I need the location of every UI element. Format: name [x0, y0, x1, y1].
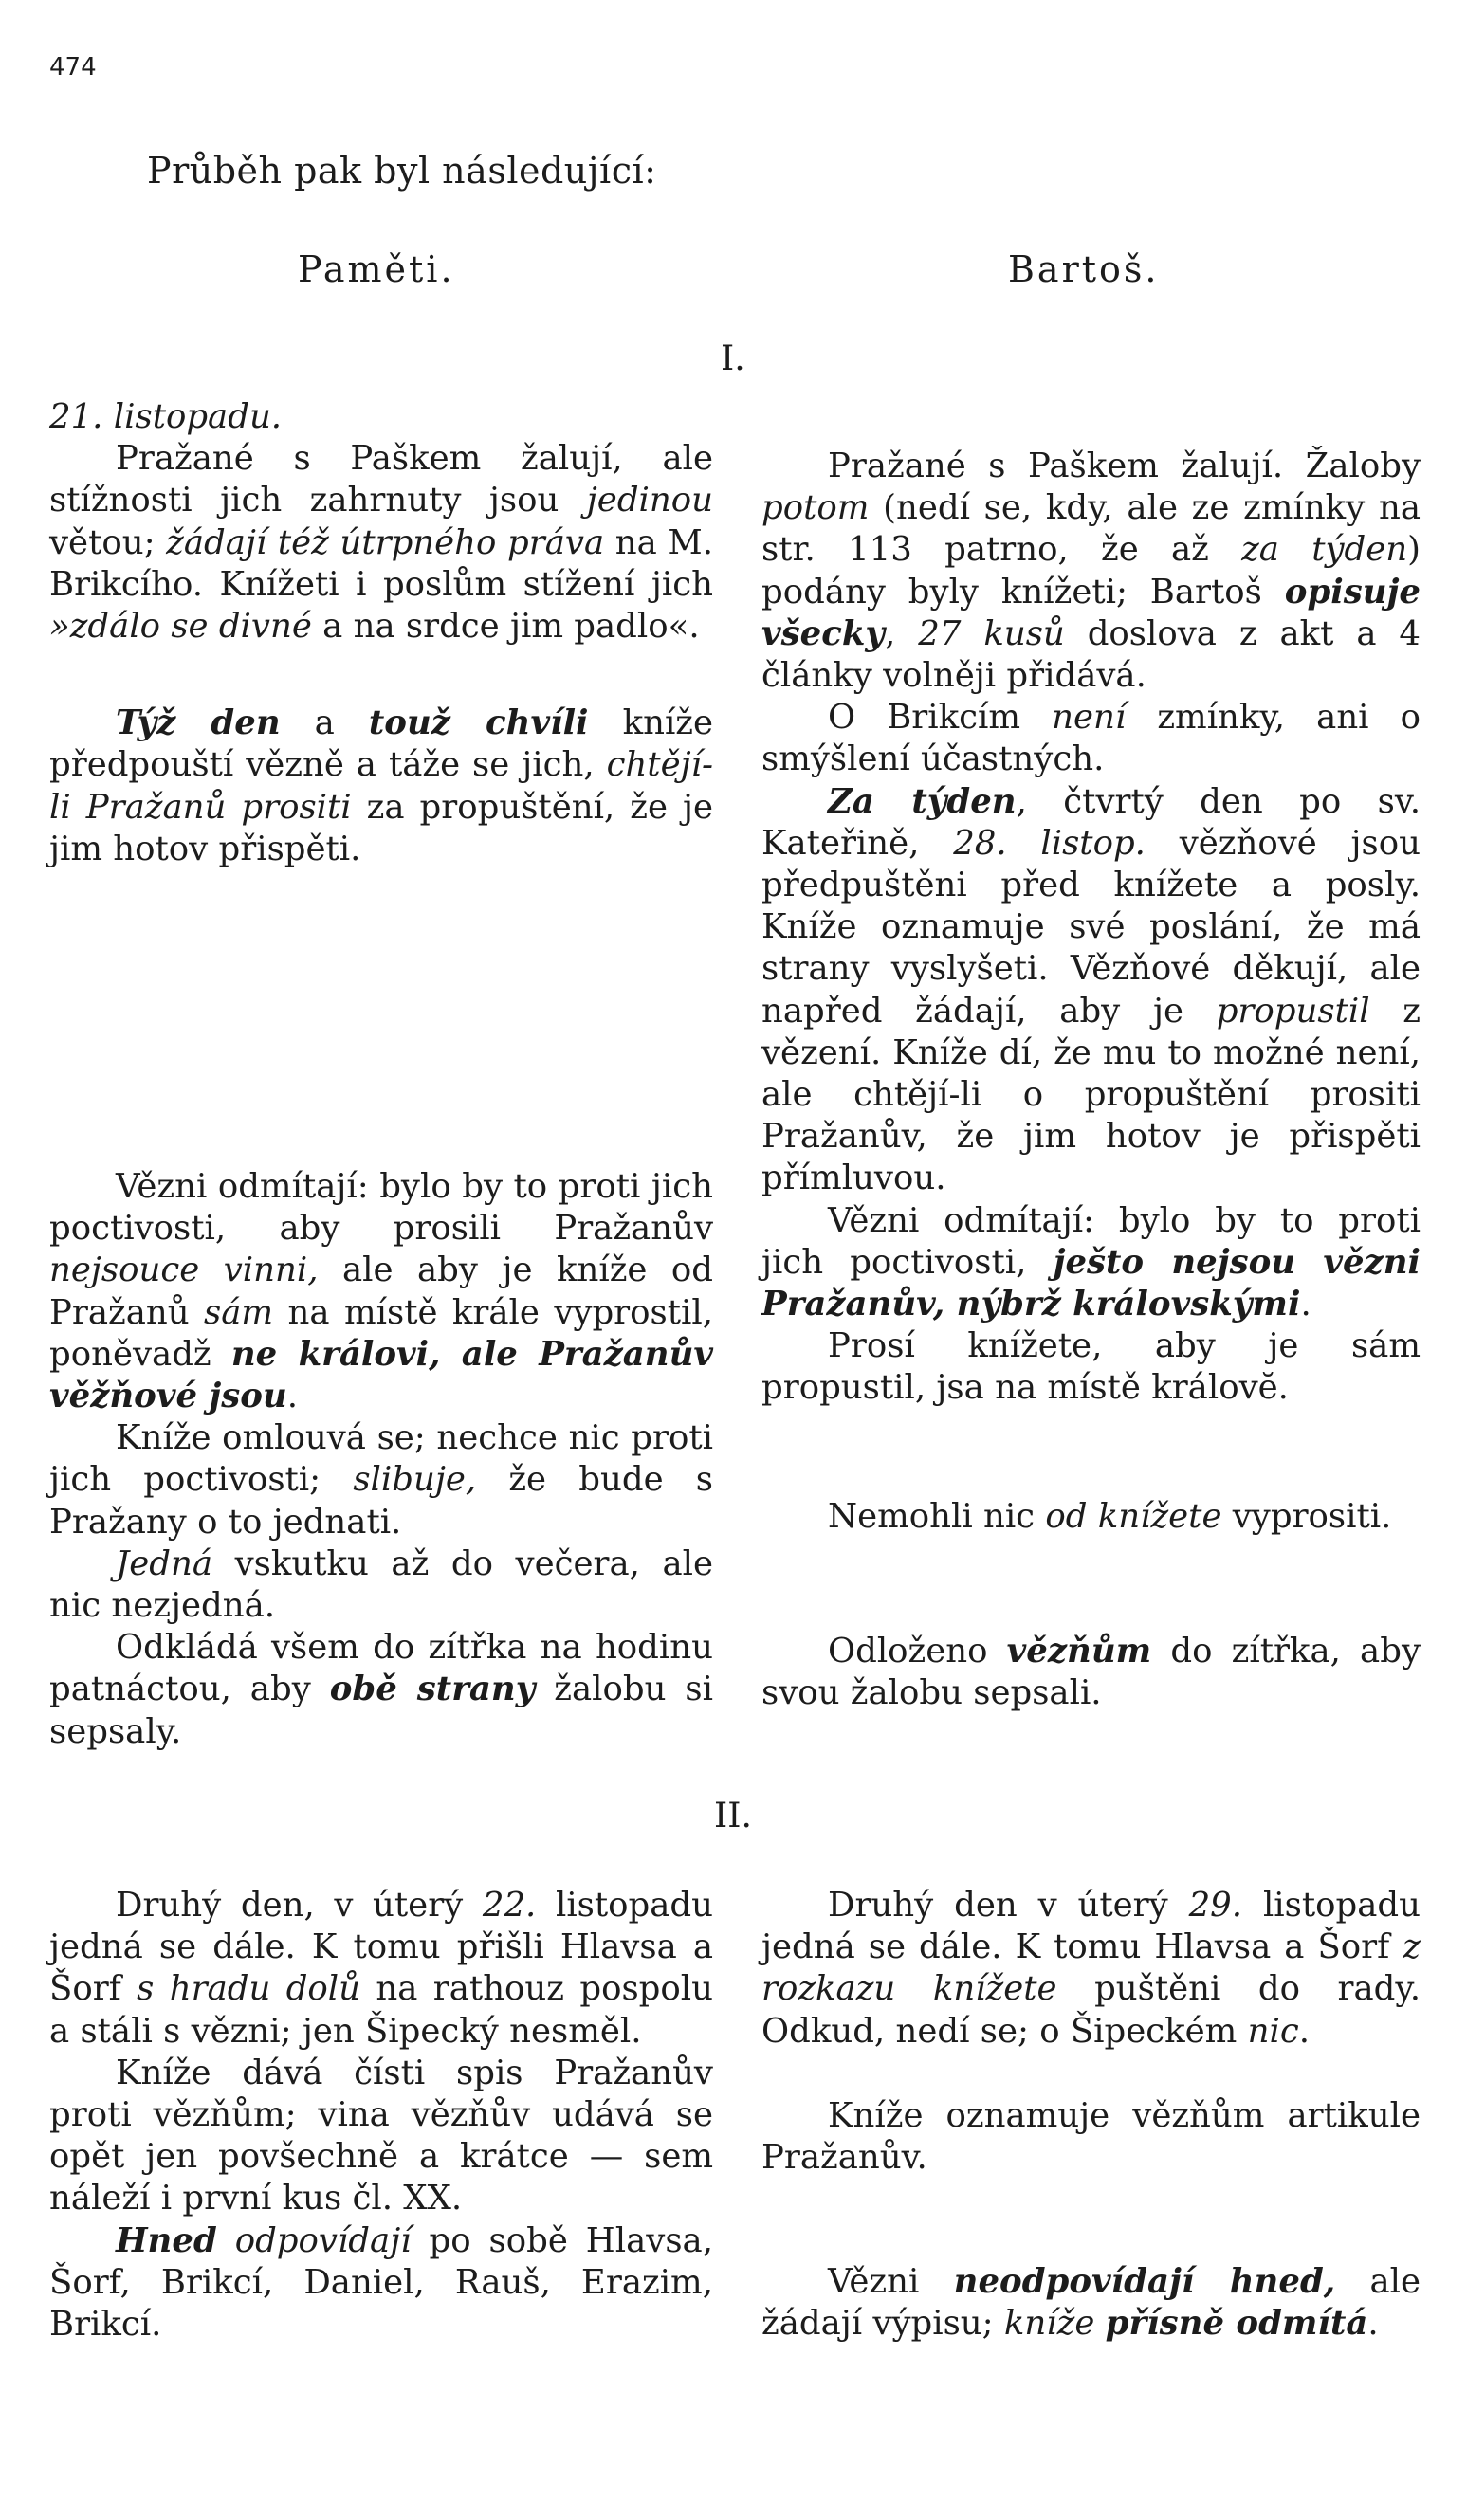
paragraph: Odkládá všem do zítřka na hodinu patnáctou, aby obě strany žalobu si sepsaly. [49, 1628, 713, 1751]
right-column-note [761, 1496, 1421, 1538]
right-column-note [761, 1631, 1421, 1714]
right-column-section-2 [761, 1885, 1421, 2053]
date-line [49, 396, 713, 438]
paragraph: Prosí knížete, aby je sám propustil, jsa na místě královĕ. [761, 1326, 1421, 1408]
paragraph: Hned odpovídají po sobě Hlavsa, Šorf, Brikcí, Daniel, Rauš, Erazim, Brikcí. [49, 2220, 713, 2345]
date-month: listopadu. [113, 397, 283, 436]
paragraph: Za týden, čtvrtý den po sv. Kateřině, 28. listop. vězňové jsou předpuštěni před knížete a posly. Kníže oznamuje své poslání, že má strany vyslyšeti. Vězňové děkují, ale napřed žádají, aby je propustil z vězení. Kníže dí, že mu to možné není, ale chtějí-li o propuštění prositi Pražanův, že jim hotov je přispěti přímluvou. [761, 781, 1421, 1198]
right-column-section-2-cont [761, 2261, 1421, 2345]
left-column-section-2 [49, 1885, 713, 2346]
page-number: 474 [49, 53, 97, 82]
paragraph: Pražané s Paškem žalují, ale stížnosti jich zahrnuty jsou jedinou větou; žádají též útrpného práva na M. Brikcího. Knížeti i poslům stížení jich »zdálo se divné a na srdce jim padlo«. [49, 439, 714, 647]
left-column-section-1-cont [49, 1166, 713, 1753]
left-column-section-1 [49, 396, 713, 870]
paragraph: Vězni odmítají: bylo by to proti jich poctivosti, aby prosili Pražanův nejsouce vinni, ale aby je kníže od Pražanů sám na místě krále vyprostil, poněvadž ne královi, ale Pražanův věžňové jsou. [49, 1167, 714, 1416]
left-column-header: Paměti. [298, 248, 455, 290]
paragraph: Týž den a touž chvíli kníže předpouští vězně a táže se jich, chtějí-li Pražanů prositi za propuštění, že je jim hotov přispěti. [49, 703, 714, 868]
paragraph: Vězni odmítají: bylo by to proti jich poctivosti, ješto nejsou vězni Pražanův, nýbrž královskými. [761, 1200, 1421, 1324]
paragraph: Kníže omlouvá se; nechce nic proti jich poctivosti; slibuje, že bude s Pražany o to jednati. [49, 1418, 713, 1542]
paragraph: O Brikcím není zmínky, ani o smýšlení účastných. [761, 698, 1421, 779]
paragraph: Kníže oznamuje vězňům artikule Pražanův. [761, 2096, 1421, 2178]
right-column-section-1 [761, 446, 1421, 1410]
right-column-section-2-cont [761, 2095, 1421, 2179]
section-number: II. [714, 1797, 752, 1835]
paragraph: Druhý den, v úterý 22. listopadu jedná se dále. K tomu přišli Hlavsa a Šorf s hradu dolů na rathouz pospolu a stáli s vězni; jen Šipecký nesměl. [49, 1886, 714, 2051]
date-day: 21. [49, 397, 103, 436]
paragraph: Odloženo vězňům do zítřka, aby svou žalobu sepsali. [761, 1632, 1421, 1713]
paragraph: Vězni neodpovídají hned, ale žádají výpisu; kníže přísně odmítá. [761, 2262, 1421, 2344]
section-number: I. [721, 339, 745, 378]
paragraph: Pražané s Paškem žalují. Žaloby potom (nedí se, kdy, ale ze zmínky na str. 113 patrno, že až za týden) podány byly knížeti; Bartoš opisuje všecky, 27 kusů doslova z akt a 4 články volněji přidává. [761, 447, 1421, 696]
paragraph: Nemohli nic od knížete vyprositi. [828, 1497, 1392, 1536]
paragraph: Kníže dává čísti spis Pražanův proti vězňům; vina vězňův udává se opět jen povšechně a krátce — sem náleží i první kus čl. XX. [49, 2053, 713, 2219]
right-column-header: Bartoš. [1008, 248, 1160, 290]
intro-line: Průběh pak byl následující: [147, 150, 657, 192]
paragraph: Jedná vskutku až do večera, ale nic nezjedná. [49, 1543, 713, 1626]
paragraph: Druhý den v úterý 29. listopadu jedná se dále. K tomu Hlavsa a Šorf z rozkazu knížete puštěni do rady. Odkud, nedí se; o Šipeckém nic. [761, 1886, 1421, 2051]
